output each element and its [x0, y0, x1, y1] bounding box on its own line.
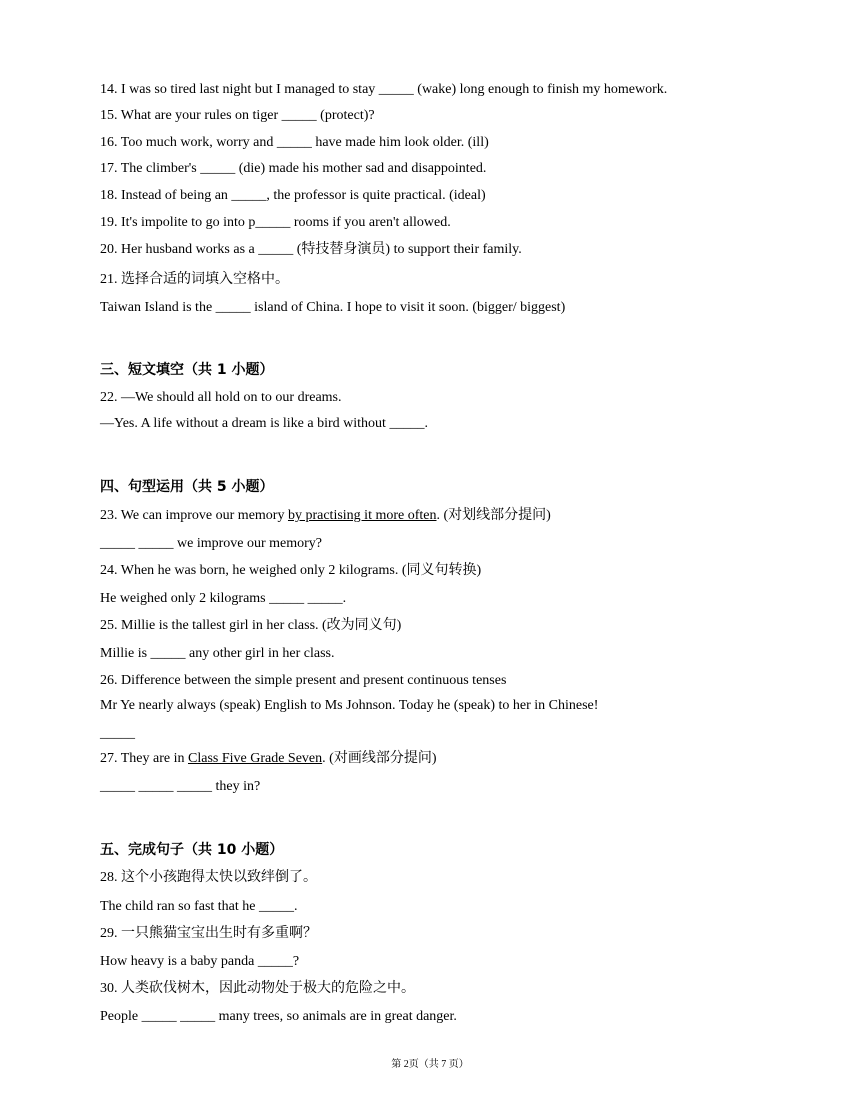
- question-23-prefix: 23. We can improve our memory: [100, 508, 288, 523]
- question-26-answer: _____: [100, 726, 135, 741]
- question-27-prefix: 27. They are in: [100, 751, 188, 766]
- question-27-suffix: . (对画线部分提问): [322, 751, 437, 766]
- question-25: 25. Millie is the tallest girl in her class. (改为同义句): [100, 618, 402, 633]
- question-22-line-2: —Yes. A life without a dream is like a bird without _____.: [100, 416, 428, 431]
- question-19: 19. It's impolite to go into p_____ rooms if you aren't allowed.: [100, 215, 451, 230]
- question-21: 21. 选择合适的词填入空格中。: [100, 272, 289, 287]
- question-30-answer: People _____ _____ many trees, so animals are in great danger.: [100, 1009, 457, 1024]
- question-21-sentence: Taiwan Island is the _____ island of China. I hope to visit it soon. (bigger/ biggest): [100, 300, 566, 315]
- question-23-underlined: by practising it more often: [287, 508, 437, 523]
- question-17: 17. The climber's _____ (die) made his mother sad and disappointed.: [100, 161, 487, 176]
- question-26-sentence: Mr Ye nearly always (speak) English to Ms Johnson. Today he (speak) to her in Chinese!: [100, 698, 599, 713]
- question-18: 18. Instead of being an _____, the professor is quite practical. (ideal): [100, 188, 486, 203]
- section-5-heading: 五、完成句子（共 10 小题）: [100, 842, 284, 858]
- question-30: 30. 人类砍伐树木，因此动物处于极大的危险之中。: [100, 981, 415, 996]
- question-29: 29. 一只熊猫宝宝出生时有多重啊？: [100, 926, 317, 941]
- question-14: 14. I was so tired last night but I managed to stay _____ (wake) long enough to finish my homework.: [100, 82, 668, 97]
- question-28-answer: The child ran so fast that he _____.: [100, 899, 298, 914]
- question-24: 24. When he was born, he weighed only 2 kilograms. (同义句转换): [100, 563, 482, 578]
- question-26: 26. Difference between the simple present and present continuous tenses: [100, 673, 507, 688]
- question-25-answer: Millie is _____ any other girl in her class.: [100, 646, 335, 661]
- question-16: 16. Too much work, worry and _____ have made him look older. (ill): [100, 135, 489, 150]
- question-20: 20. Her husband works as a _____ (特技替身演员) to support their family.: [100, 242, 522, 257]
- question-27-answer: _____ _____ _____ they in?: [100, 779, 261, 794]
- section-4-heading: 四、句型运用（共 5 小题）: [100, 479, 274, 495]
- section-3-heading: 三、短文填空（共 1 小题）: [100, 362, 274, 378]
- question-23: [100, 507, 551, 525]
- question-23-suffix: . (对划线部分提问): [436, 508, 551, 523]
- question-15: 15. What are your rules on tiger _____ (protect)?: [100, 108, 375, 123]
- question-24-answer: He weighed only 2 kilograms _____ _____.: [100, 591, 347, 606]
- question-29-answer: How heavy is a baby panda _____?: [100, 954, 300, 969]
- question-28: 28. 这个小孩跑得太快以致绊倒了。: [100, 870, 317, 885]
- question-22-line-1: 22. —We should all hold on to our dreams.: [100, 390, 342, 405]
- question-27: [100, 750, 436, 768]
- question-23-answer: _____ _____ we improve our memory?: [100, 536, 323, 551]
- question-27-underlined: Class Five Grade Seven: [188, 751, 323, 766]
- page-footer: 第 2页（共 7 页）: [391, 1059, 469, 1070]
